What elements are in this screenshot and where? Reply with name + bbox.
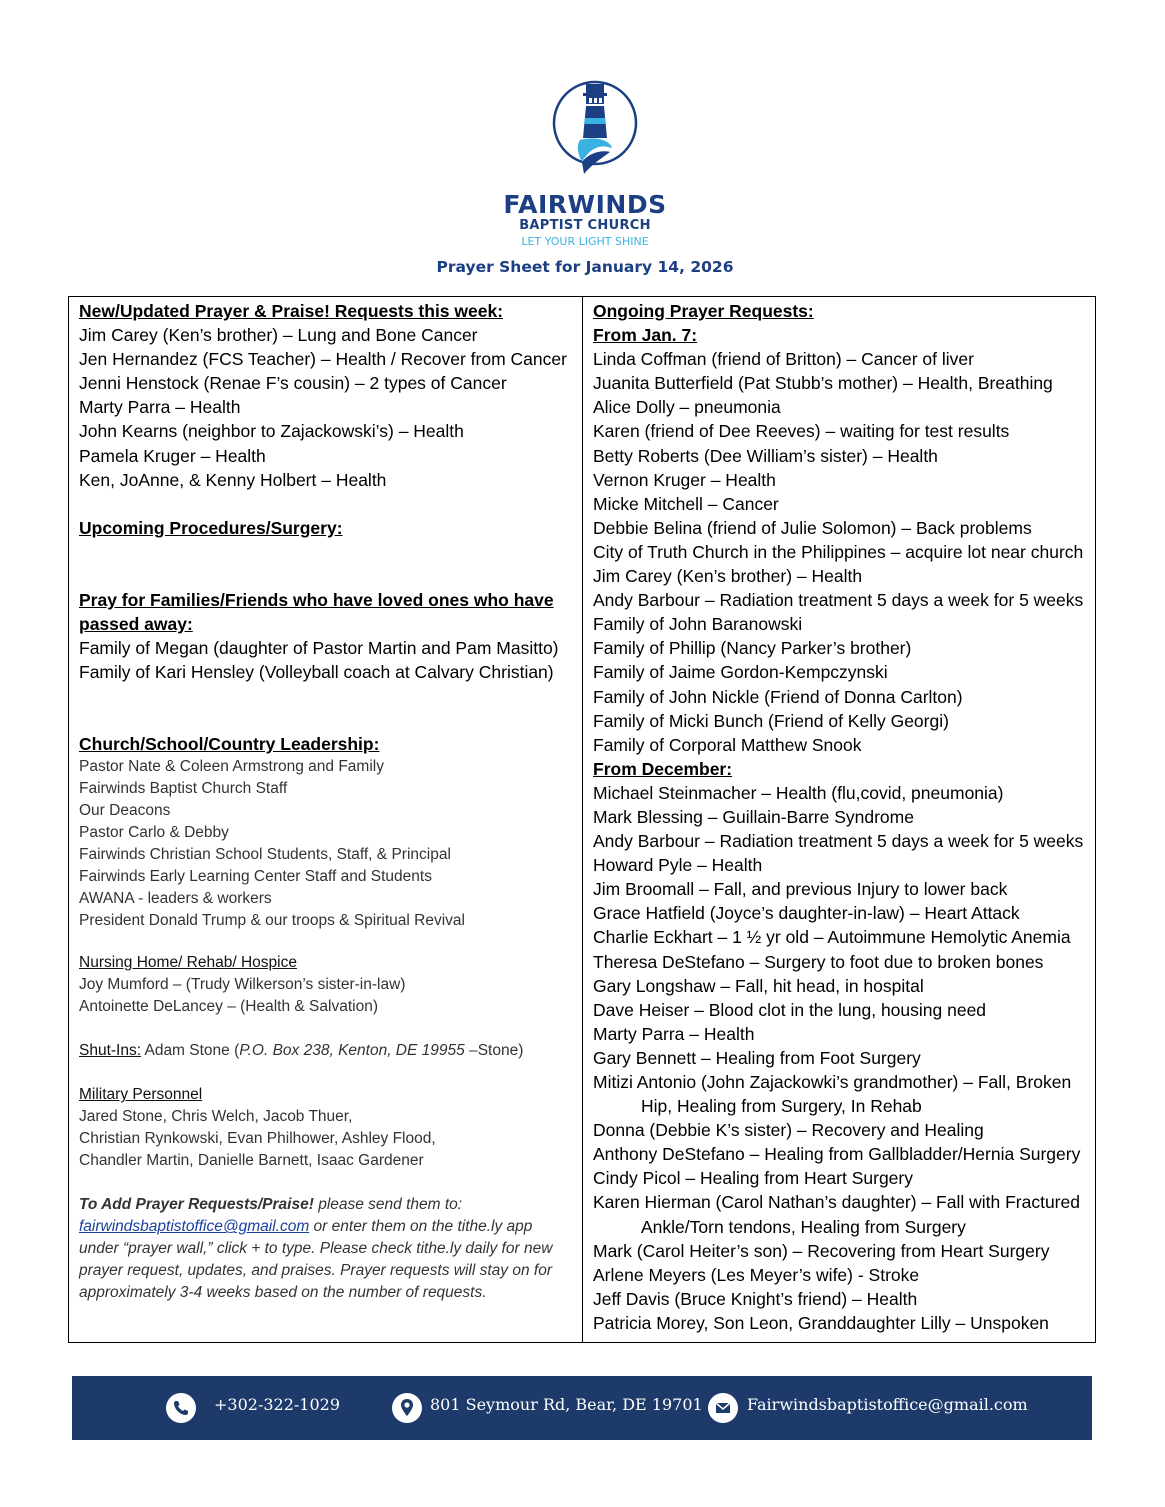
shutins-name: Adam Stone ( <box>141 1042 240 1060</box>
shutins-address: P.O. Box 238, Kenton, DE 19955 – <box>239 1042 478 1060</box>
list-item: Mark (Carol Heiter’s son) – Recovering from Heart Surgery <box>593 1240 1050 1261</box>
list-item: Karen (friend of Dee Reeves) – waiting for test results <box>593 421 1010 442</box>
footer-phone[interactable]: +302-322-1029 <box>214 1395 341 1414</box>
logo-wordmark: FAIRWINDS <box>503 190 667 219</box>
list-item: Family of Kari Hensley (Volleyball coach at Calvary Christian) <box>79 662 554 683</box>
list-item: Mitizi Antonio (John Zajackowki’s grandmother) – Fall, Broken <box>593 1072 1072 1092</box>
list-item: Jenni Henstock (Renae F’s cousin) – 2 types of Cancer <box>79 373 507 394</box>
leadership-heading: Church/School/Country Leadership: <box>79 734 380 755</box>
footer-address: 801 Seymour Rd, Bear, DE 19701 <box>430 1395 703 1414</box>
list-item: President Donald Trump & our troops & Spiritual Revival <box>79 912 465 930</box>
list-item: Ken, JoAnne, & Kenny Holbert – Health <box>79 469 387 490</box>
list-item: Family of Megan (daughter of Pastor Martin and Pam Masitto) <box>79 638 559 659</box>
december-heading: From December: <box>593 758 733 779</box>
list-item: Pastor Carlo & Debby <box>79 824 229 842</box>
office-email-link[interactable]: fairwindsbaptistoffice@gmail.com <box>79 1218 310 1236</box>
list-item: Betty Roberts (Dee William’s sister) – Health <box>593 445 938 466</box>
list-item: Andy Barbour – Radiation treatment 5 days a week for 5 weeks <box>593 831 1084 852</box>
footer-email[interactable]: Fairwindsbaptistoffice@gmail.com <box>747 1395 1028 1414</box>
list-item: Fairwinds Early Learning Center Staff and Students <box>79 868 432 886</box>
add-requests-email-line <box>79 1216 574 1238</box>
shutins-end: Stone) <box>477 1042 524 1060</box>
add-requests-text2: or enter them on the tithe.ly app <box>309 1218 533 1236</box>
nursing-heading: Nursing Home/ Rehab/ Hospice <box>79 954 297 972</box>
list-item: AWANA - leaders & workers <box>79 890 272 908</box>
add-requests-text: please send them to: <box>313 1196 463 1214</box>
email-icon <box>708 1393 738 1423</box>
add-requests-text-line: under “prayer wall,” click + to type. Please check tithe.ly daily for new <box>79 1240 553 1258</box>
list-item: Gary Longshaw – Fall, hit head, in hospital <box>593 975 924 996</box>
list-item: Marty Parra – Health <box>79 397 241 418</box>
list-item: Jim Broomall – Fall, and previous Injury to lower back <box>593 879 1008 900</box>
list-item: Chandler Martin, Danielle Barnett, Isaac Gardener <box>79 1152 424 1170</box>
list-item: City of Truth Church in the Philippines – acquire lot near church <box>593 541 1084 562</box>
prayer-table <box>68 296 1096 1343</box>
list-item: Pastor Nate & Coleen Armstrong and Family <box>79 758 384 776</box>
list-item: Christian Rynkowski, Evan Philhower, Ashley Flood, <box>79 1130 436 1148</box>
list-item: Grace Hatfield (Joyce’s daughter-in-law) – Heart Attack <box>593 903 1020 924</box>
military-heading: Military Personnel <box>79 1086 203 1104</box>
list-item: Gary Bennett – Healing from Foot Surgery <box>593 1047 921 1068</box>
list-item-cont: Ankle/Torn tendons, Healing from Surgery <box>641 1216 966 1237</box>
list-item: Cindy Picol – Healing from Heart Surgery <box>593 1168 913 1189</box>
left-column <box>79 299 574 1304</box>
shutins-label: Shut-Ins: <box>79 1042 142 1060</box>
list-item: Family of John Nickle (Friend of Donna Carlton) <box>593 686 963 707</box>
list-item: Juanita Butterfield (Pat Stubb’s mother) – Health, Breathing <box>593 373 1053 394</box>
list-item: Jim Carey (Ken’s brother) – Health <box>593 566 863 587</box>
list-item: Jim Carey (Ken’s brother) – Lung and Bone Cancer <box>79 325 478 346</box>
page-title: Prayer Sheet for January 14, 2026 <box>436 258 734 276</box>
list-item: Alice Dolly – pneumonia <box>593 397 781 418</box>
list-item: Marty Parra – Health <box>593 1023 755 1044</box>
list-item: Jeff Davis (Bruce Knight’s friend) – Health <box>593 1288 918 1309</box>
list-item: Mark Blessing – Guillain-Barre Syndrome <box>593 806 914 827</box>
list-item: Karen Hierman (Carol Nathan’s daughter) – Fall with Fractured <box>593 1192 1080 1213</box>
procedures-heading: Upcoming Procedures/Surgery: <box>79 517 343 538</box>
list-item: Our Deacons <box>79 802 171 820</box>
phone-icon <box>166 1393 196 1423</box>
jan7-heading: From Jan. 7: <box>593 325 698 346</box>
logo-subtitle: BAPTIST CHURCH <box>519 218 651 233</box>
list-item: Fairwinds Christian School Students, Staff, & Principal <box>79 846 451 864</box>
families-heading: Pray for Families/Friends who have loved ones who have <box>79 589 554 610</box>
list-item: Andy Barbour – Radiation treatment 5 days a week for 5 weeks <box>593 590 1084 611</box>
list-item: Debbie Belina (friend of Julie Solomon) – Back problems <box>593 517 1032 538</box>
list-item: Linda Coffman (friend of Britton) – Cancer of liver <box>593 349 974 370</box>
list-item: Antoinette DeLancey – (Health & Salvation) <box>79 998 378 1016</box>
add-requests-line <box>79 1194 574 1216</box>
list-item: John Kearns (neighbor to Zajackowski’s) – Health <box>79 421 464 442</box>
list-item-cont: Hip, Healing from Surgery, In Rehab <box>641 1096 922 1117</box>
contact-footer <box>72 1376 1092 1440</box>
new-requests-heading: New/Updated Prayer & Praise! Requests this week: <box>79 301 504 321</box>
list-item: Family of Jaime Gordon-Kempczynski <box>593 662 888 683</box>
list-item: Pamela Kruger – Health <box>79 445 266 466</box>
ongoing-heading: Ongoing Prayer Requests: <box>593 301 814 321</box>
list-item: Vernon Kruger – Health <box>593 469 776 490</box>
add-requests-bold: To Add Prayer Requests/Praise! <box>79 1196 314 1214</box>
logo-tagline: LET YOUR LIGHT SHINE <box>521 235 649 248</box>
list-item: Donna (Debbie K’s sister) – Recovery and Healing <box>593 1120 984 1141</box>
list-item: Fairwinds Baptist Church Staff <box>79 780 288 798</box>
families-heading-cont: passed away: <box>79 613 193 634</box>
add-requests-text-line: prayer request, updates, and praises. Prayer requests will stay on for <box>79 1262 552 1280</box>
right-column <box>593 299 1088 1335</box>
list-item: Family of Micki Bunch (Friend of Kelly Georgi) <box>593 710 949 731</box>
list-item: Joy Mumford – (Trudy Wilkerson’s sister-in-law) <box>79 976 406 994</box>
list-item: Charlie Eckhart – 1 ½ yr old – Autoimmune Hemolytic Anemia <box>593 927 1071 948</box>
list-item: Family of Corporal Matthew Snook <box>593 734 862 755</box>
list-item: Family of Phillip (Nancy Parker’s brother) <box>593 638 912 659</box>
list-item: Jared Stone, Chris Welch, Jacob Thuer, <box>79 1108 353 1126</box>
list-item: Dave Heiser – Blood clot in the lung, housing need <box>593 999 987 1020</box>
list-item: Theresa DeStefano – Surgery to foot due to broken bones <box>593 951 1044 972</box>
list-item: Family of John Baranowski <box>593 614 803 635</box>
list-item: Arlene Meyers (Les Meyer’s wife) - Stroke <box>593 1264 920 1285</box>
list-item: Micke Mitchell – Cancer <box>593 493 779 514</box>
shutins-line <box>79 1040 574 1062</box>
add-requests-text-line: approximately 3-4 weeks based on the number of requests. <box>79 1284 487 1302</box>
location-pin-icon <box>392 1393 422 1423</box>
list-item: Anthony DeStefano – Healing from Gallbladder/Hernia Surgery <box>593 1144 1081 1165</box>
list-item: Howard Pyle – Health <box>593 855 763 876</box>
list-item: Patricia Morey, Son Leon, Granddaughter Lilly – Unspoken <box>593 1312 1049 1333</box>
list-item: Michael Steinmacher – Health (flu,covid, pneumonia) <box>593 782 1004 803</box>
column-divider <box>582 297 583 1342</box>
list-item: Jen Hernandez (FCS Teacher) – Health / Recover from Cancer <box>79 349 567 370</box>
